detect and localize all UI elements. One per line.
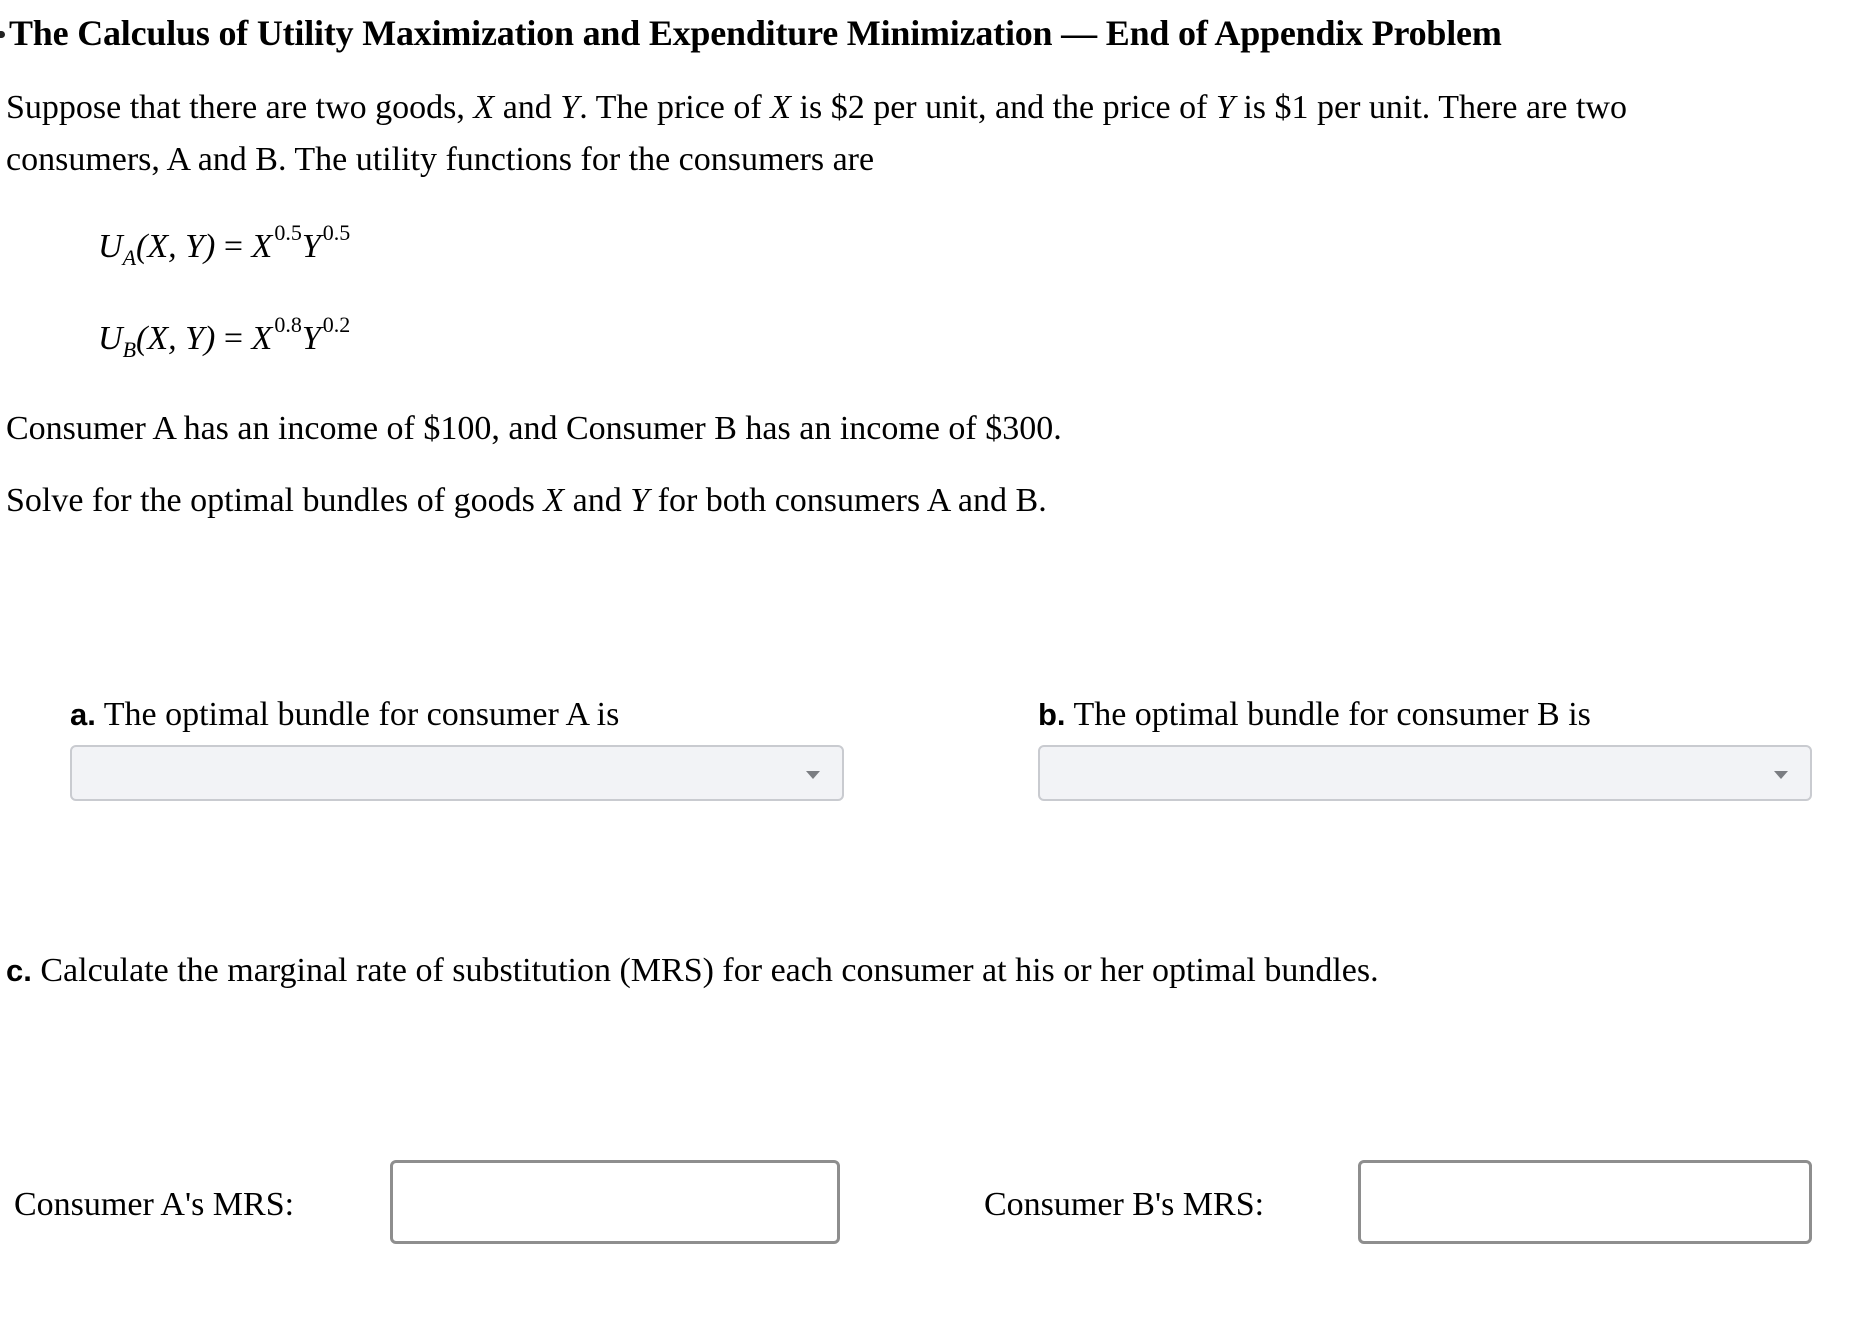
mrs-a-input[interactable] — [390, 1160, 840, 1244]
intro-line-2: consumers, A and B. The utility functions for the consumers are — [6, 141, 875, 178]
mrs-b-input[interactable] — [1358, 1160, 1812, 1244]
page-title: The Calculus of Utility Maximization and Expenditure Minimization — End of Appendix Problem — [9, 13, 1502, 53]
utility-equation-a: $U_A(X$, $Y) = X^{0.5}Y^{0.5}$ — [98, 220, 351, 270]
chevron-down-icon — [806, 771, 820, 779]
utility-equation-b: $U_B(X$, $Y) = X^{0.8}Y^{0.2}$ — [98, 312, 351, 362]
income-text: Consumer A has an income of $100, and Consumer B has an income of $300. — [6, 410, 1062, 447]
question-b-label: b. The optimal bundle for consumer B is — [1038, 696, 1591, 733]
mrs-b-label: Consumer B's MRS: — [984, 1186, 1265, 1223]
chevron-down-icon — [1774, 771, 1788, 779]
mrs-a-label: Consumer A's MRS: — [14, 1186, 295, 1223]
question-c-label: c. Calculate the marginal rate of substitution (MRS) for each consumer at his or her optimal bundles. — [6, 952, 1379, 989]
bundle-a-dropdown[interactable] — [70, 745, 844, 801]
bundle-b-dropdown[interactable] — [1038, 745, 1812, 801]
question-a-label: a. The optimal bundle for consumer A is — [70, 696, 620, 733]
solve-instruction: Solve for the optimal bundles of goods X and Y for both consumers A and B. — [6, 482, 1047, 519]
question-marker — [0, 31, 5, 38]
intro-line-1: Suppose that there are two goods, X and Y. The price of X is $2 per unit, and the price of Y is $1 per unit. There are two — [6, 89, 1627, 126]
